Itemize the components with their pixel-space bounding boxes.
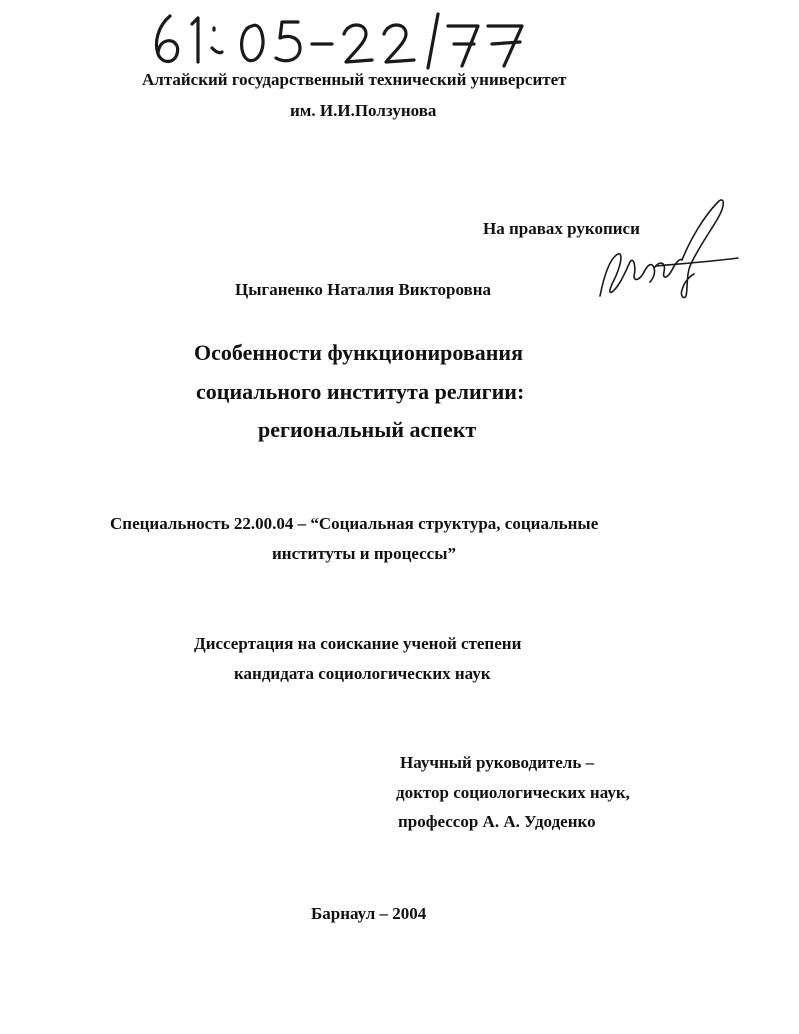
handwritten-archive-number: [148, 8, 568, 70]
specialty-line-1: Специальность 22.00.04 – “Социальная структура, социальные: [110, 514, 599, 533]
degree-line-1: Диссертация на соискание ученой степени: [194, 634, 522, 653]
specialty-line-2: институты и процессы”: [272, 544, 456, 563]
manuscript-rights-note: На правах рукописи: [483, 219, 640, 238]
dissertation-title-line-1: Особенности функционирования: [194, 340, 524, 365]
university-named-after: им. И.И.Ползунова: [290, 101, 437, 120]
place-and-year: Барнаул – 2004: [311, 904, 427, 923]
dissertation-title-line-2: социального института религии:: [196, 379, 525, 404]
author-name: Цыганенко Наталия Викторовна: [235, 280, 492, 299]
degree-line-2: кандидата социологических наук: [234, 664, 491, 683]
dissertation-title-line-3: региональный аспект: [258, 417, 477, 442]
supervisor-line-2: доктор социологических наук,: [396, 783, 630, 802]
author-signature: [590, 196, 740, 304]
supervisor-line-3: профессор А. А. Удоденко: [398, 812, 596, 831]
university-name: Алтайский государственный технический университет: [142, 70, 567, 89]
supervisor-line-1: Научный руководитель –: [400, 753, 595, 772]
